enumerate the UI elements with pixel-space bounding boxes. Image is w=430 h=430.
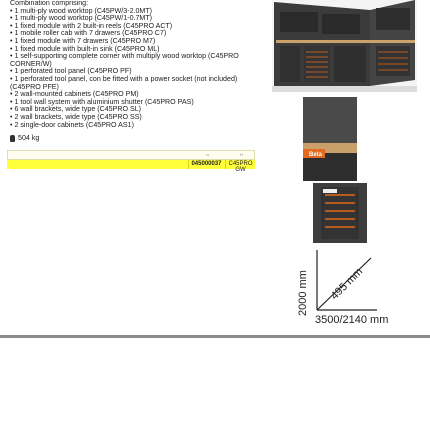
spec-line: • 1 perforated tool panel (C45PRO PF) xyxy=(10,67,132,76)
spec-line: • 1 perforated tool panel, con be fitted with a power socket (not included) xyxy=(10,74,238,83)
weight-icon xyxy=(10,135,15,142)
code-column-icon: ▭ xyxy=(205,153,210,157)
page-divider xyxy=(0,335,430,338)
depth-label: 495 mm xyxy=(328,265,366,303)
weight-value: 504 kg xyxy=(18,134,40,142)
spec-line: CORNER/W) xyxy=(10,59,52,68)
product-description xyxy=(10,0,270,129)
dimensions-diagram xyxy=(297,248,392,330)
spec-line: • 1 fixed module with built-in sink (C45PRO ML) xyxy=(10,44,160,53)
height-label: 2000 mm xyxy=(297,270,309,316)
brand-logo: Beta xyxy=(309,152,323,158)
product-code-table xyxy=(7,150,255,173)
width-label: 3500/2140 mm xyxy=(315,314,389,326)
spec-line: • 1 mobile roller cab with 7 drawers (C45PRO C7) xyxy=(10,29,167,38)
spec-line: • 1 fixed module with 2 built-in reels (C45PRO ACT) xyxy=(10,21,173,30)
spec-line: Combination comprising: xyxy=(10,0,89,7)
worktop-detail-illustration xyxy=(303,97,357,181)
spec-line: • 1 multi-ply wood worktop (C45PW/3-2.0MT) xyxy=(10,6,153,15)
name-column-icon: ⊓ xyxy=(240,153,243,157)
spec-line: • 2 single-door cabinets (C45PRO AS1) xyxy=(10,120,134,129)
product-image-detail-drawers xyxy=(313,183,367,243)
workshop-illustration xyxy=(272,0,417,92)
spec-line: • 1 self-supporting complete corner with multiply wood worktop (C45PRO xyxy=(10,52,239,61)
product-name: C45PRO GW xyxy=(228,161,253,173)
product-image-detail-worktop xyxy=(303,97,357,181)
table-header xyxy=(7,150,255,160)
weight-info xyxy=(10,134,39,142)
spec-line: (C45PRO PFE) xyxy=(10,82,59,91)
drawers-detail-illustration xyxy=(313,183,367,243)
spec-line: • 1 fixed module with 7 drawers (C45PRO M7) xyxy=(10,36,156,45)
product-image-main xyxy=(272,0,417,92)
spec-line: • 2 wall brackets, wide type (C45PRO SS) xyxy=(10,112,142,121)
spec-line: • 1 tool wall system with aluminium shutter (C45PRO PAS) xyxy=(10,97,194,106)
spec-line: • 2 wall-mounted cabinets (C45PRO PM) xyxy=(10,90,139,99)
spec-line: • 1 multi-ply wood worktop (C45PW/1-0.7MT) xyxy=(10,14,153,23)
table-row[interactable] xyxy=(7,160,255,173)
product-code: 045000037 xyxy=(191,161,222,167)
spec-line: • 6 wall brackets, wide type (C45PRO SL) xyxy=(10,105,142,114)
